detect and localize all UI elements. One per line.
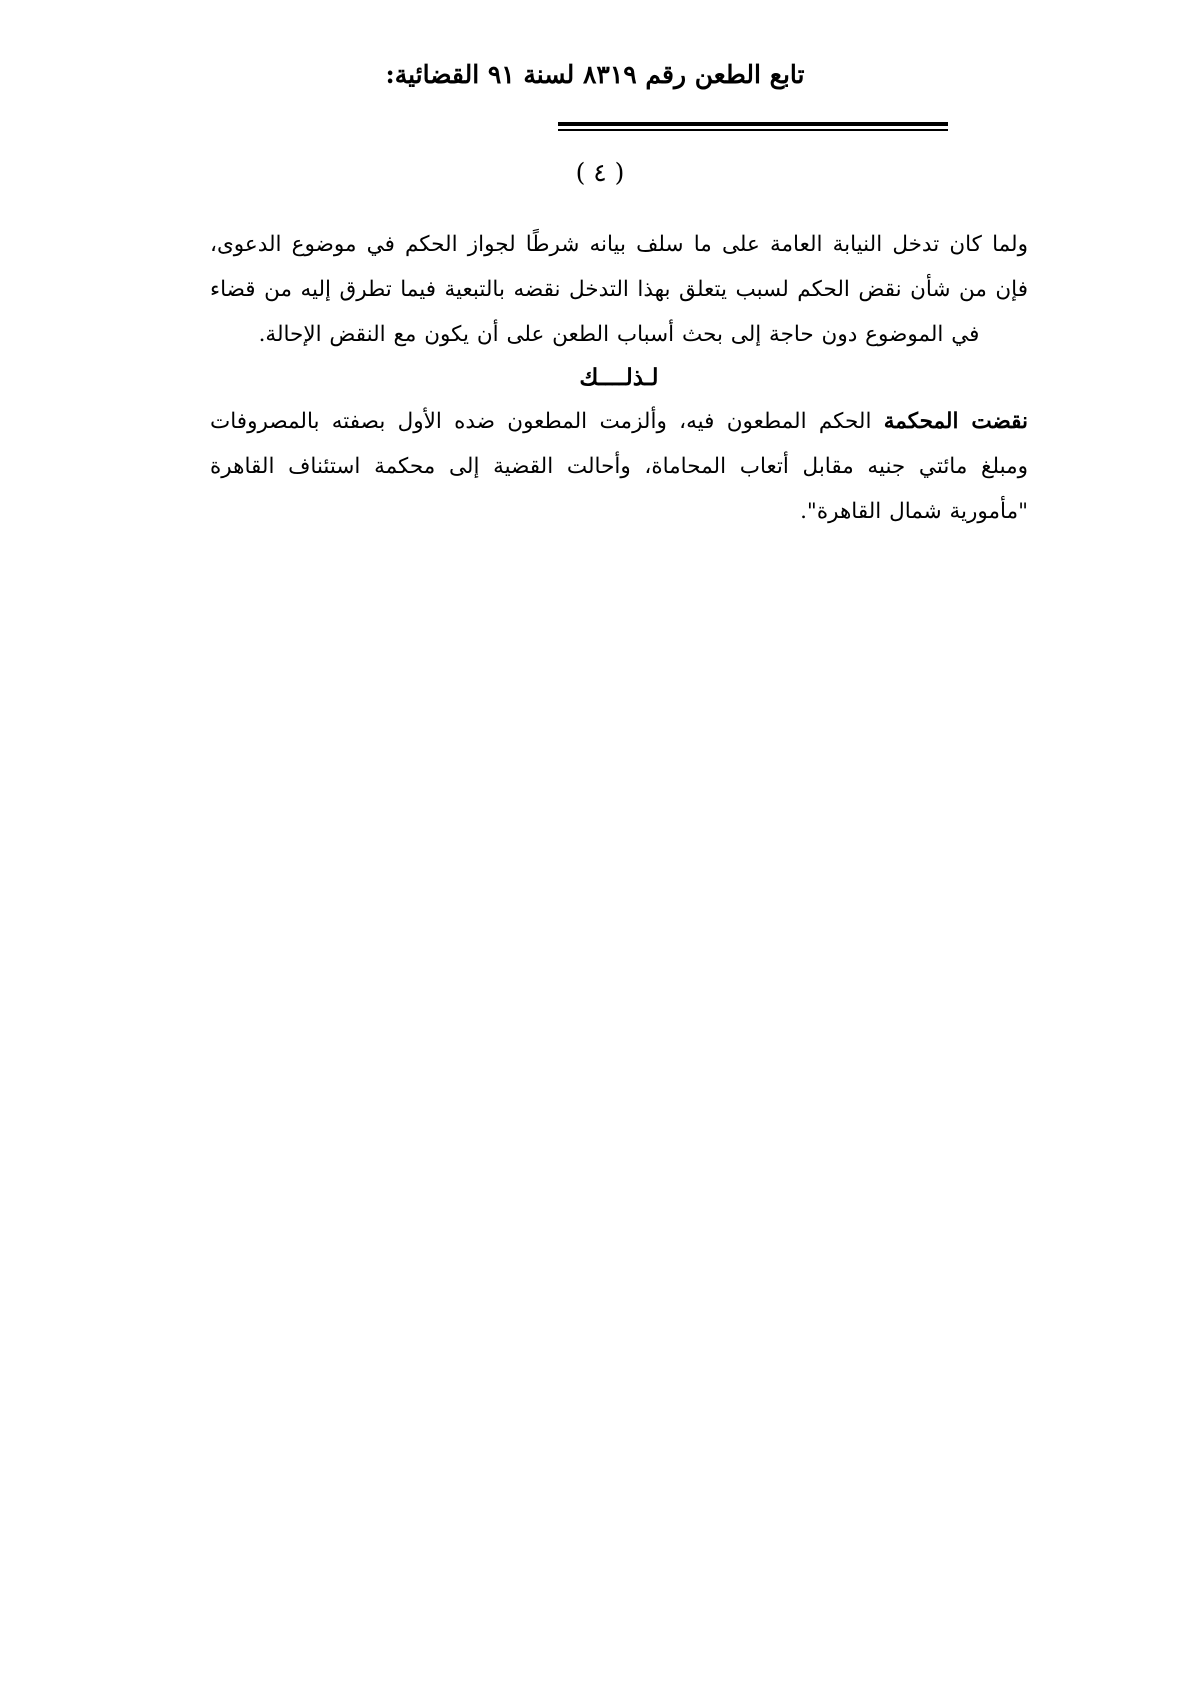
page-number-marker: ( ٤ ) [575, 158, 625, 187]
header-divider-rule [558, 122, 948, 131]
ruling-heading: لـذلــــك [579, 364, 659, 391]
document-header [212, 58, 978, 92]
ruling-paragraph [210, 399, 1028, 534]
divider-line-thin [558, 129, 948, 131]
document-body [210, 222, 1028, 534]
reasoning-paragraph: ولما كان تدخل النيابة العامة على ما سلف بيانه شرطًا لجواز الحكم في موضوع الدعوى، فإن من شأن نقض الحكم لسبب يتعلق بهذا التدخل نقضه بالتبعية فيما تطرق إليه من قضاء في الموضوع دون حاجة إلى بحث أسباب الطعن على أن يكون مع النقض الإحالة. [210, 232, 1028, 347]
ruling-lead-in: نقضت المحكمة [883, 409, 1029, 434]
page-title: تابع الطعن رقم ٨٣١٩ لسنة ٩١ القضائية: [385, 60, 805, 89]
ruling-body-text: الحكم المطعون فيه، وألزمت المطعون ضده الأول بصفته بالمصروفات ومبلغ مائتي جنيه مقابل أتعاب المحاماة، وأحالت القضية إلى محكمة استئناف القاهرة "مأمورية شمال القاهرة". [210, 409, 1028, 524]
